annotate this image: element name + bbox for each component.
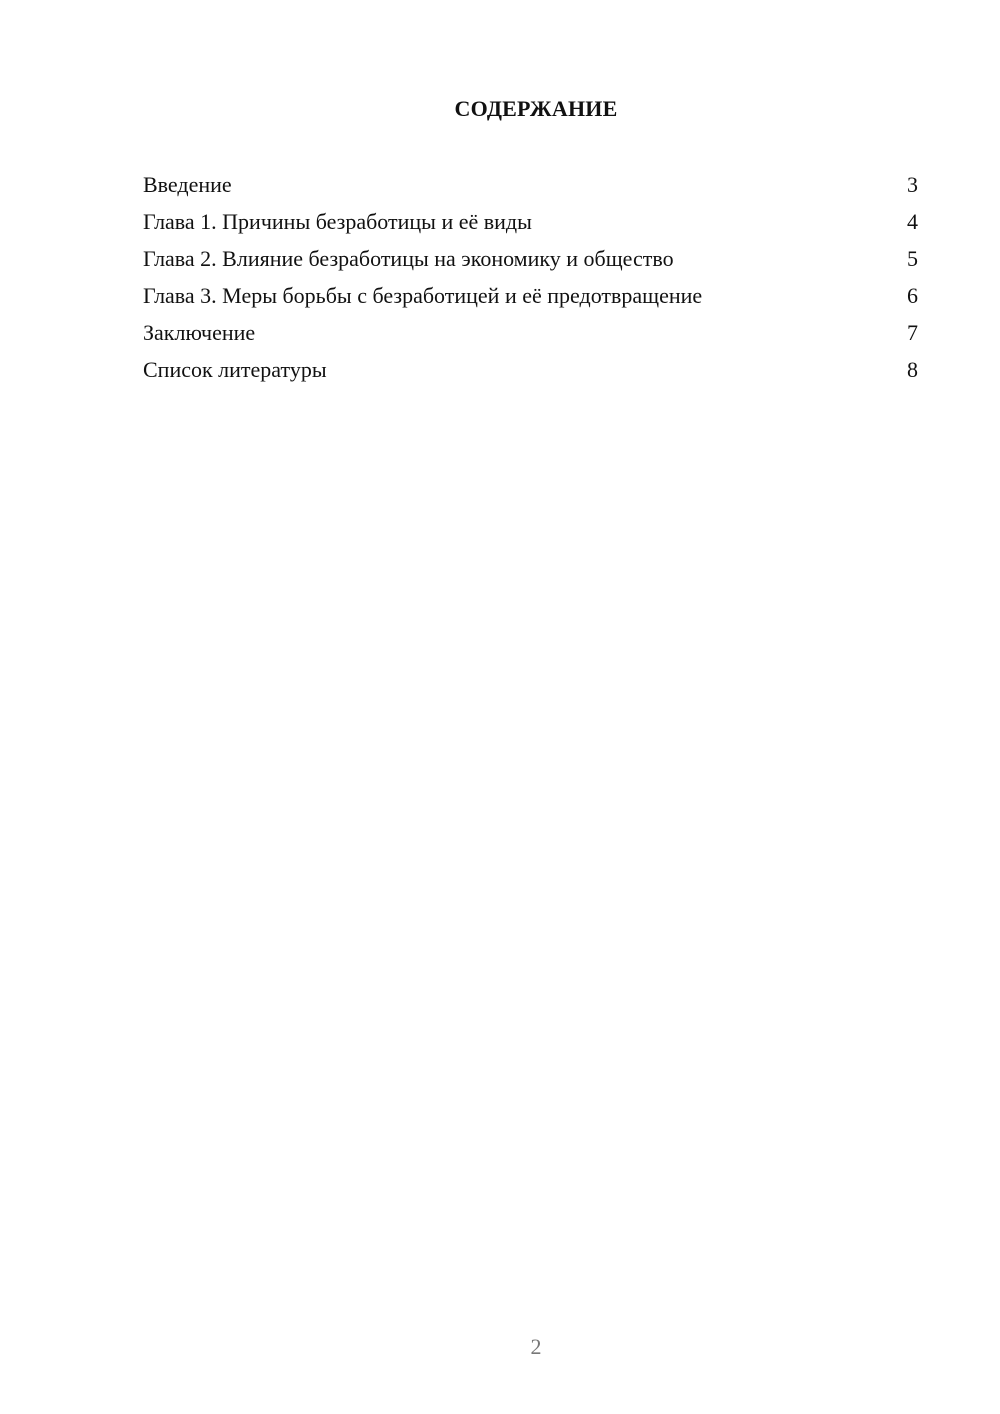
toc-entry-page: 8	[907, 357, 918, 382]
toc-entry-label: Список литературы	[143, 357, 327, 382]
toc-entry-chapter-3	[143, 281, 918, 318]
toc-entry-introduction	[143, 170, 918, 207]
toc-entry-references	[143, 355, 918, 392]
toc-entry-label: Глава 2. Влияние безработицы на экономику и общество	[143, 246, 674, 271]
toc-entry-chapter-2	[143, 244, 918, 281]
toc-entry-label: Заключение	[143, 320, 256, 345]
toc-entry-label: Введение	[143, 172, 232, 197]
toc-entry-label: Глава 3. Меры борьбы с безработицей и её предотвращение	[143, 283, 703, 308]
page-title: СОДЕРЖАНИЕ	[454, 96, 618, 121]
toc-entry-page: 4	[907, 209, 918, 234]
toc-entry-label: Глава 1. Причины безработицы и её виды	[143, 209, 532, 234]
toc-entry-page: 7	[907, 320, 918, 345]
toc-entry-conclusion	[143, 318, 918, 355]
toc-entry-page: 5	[907, 246, 918, 271]
table-of-contents	[143, 170, 918, 392]
page-number: 2	[530, 1334, 542, 1359]
toc-entry-page: 6	[907, 283, 918, 308]
toc-entry-chapter-1	[143, 207, 918, 244]
toc-entry-page: 3	[907, 172, 918, 197]
